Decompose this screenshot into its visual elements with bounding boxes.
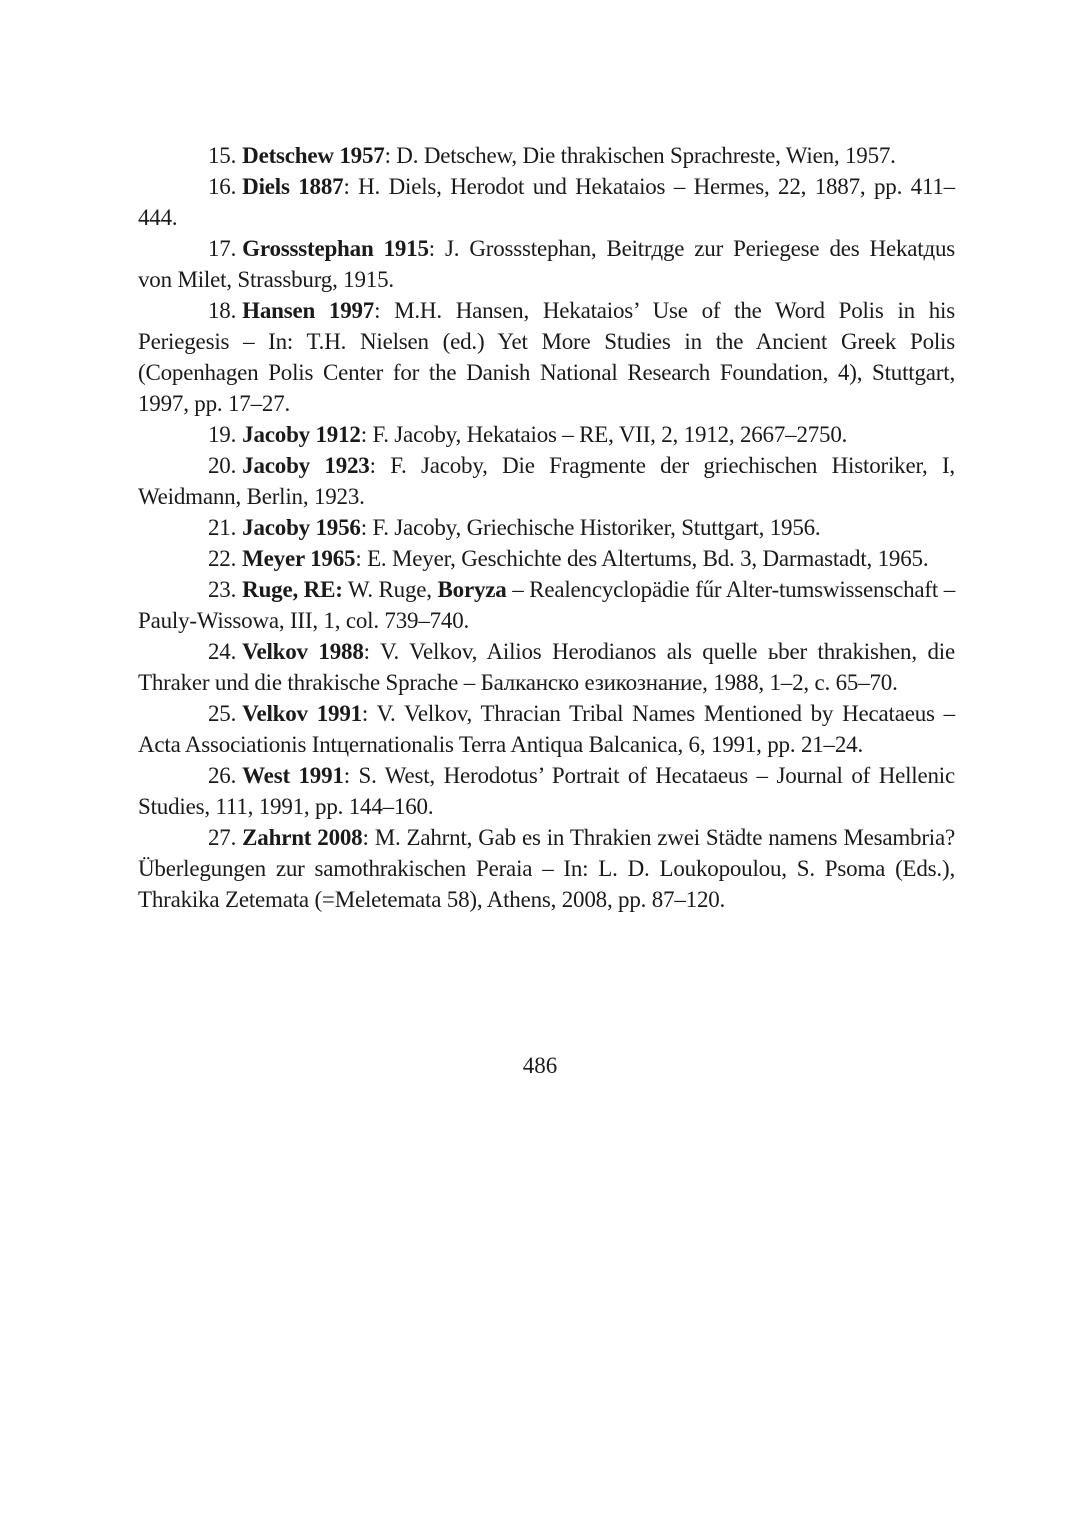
- page-number: 486: [522, 1053, 558, 1078]
- reference-key: Diels 1887: [242, 174, 344, 199]
- reference-number: 20.: [208, 453, 237, 478]
- reference-entry-22: [138, 543, 955, 574]
- reference-entry-20: [138, 450, 955, 512]
- reference-text: : F. Jacoby, Die Fragmente der griechischen Historiker, I, Weidmann, Berlin, 1923.: [138, 453, 955, 509]
- reference-key: Ruge, RE:: [242, 577, 343, 602]
- reference-text: : M.H. Hansen, Hekataios’ Use of the Word Polis in his Periegesis – In: T.H. Nielsen (ed.) Yet More Studies in the Ancient Greek Polis (Copenhagen Polis Center for the Danish National Research Foundation, 4), Stuttgart, 1997, pp. 17–27.: [138, 298, 955, 416]
- reference-key: Hansen 1997: [242, 298, 375, 323]
- reference-number: 18.: [208, 298, 237, 323]
- reference-key: Zahrnt 2008: [242, 825, 363, 850]
- reference-number: 23.: [208, 577, 237, 602]
- reference-text: : E. Meyer, Geschichte des Altertums, Bd. 3, Darmastadt, 1965.: [355, 546, 929, 571]
- reference-number: 19.: [208, 422, 237, 447]
- reference-number: 17.: [208, 236, 237, 261]
- reference-key: Jacoby 1923: [242, 453, 370, 478]
- reference-entry-21: [138, 512, 955, 543]
- reference-text: : D. Detschew, Die thrakischen Sprachreste, Wien, 1957.: [384, 143, 896, 168]
- reference-entry-15: [138, 140, 955, 171]
- bibliography-list: [138, 140, 955, 915]
- reference-number: 27.: [208, 825, 237, 850]
- reference-entry-27: [138, 822, 955, 915]
- reference-key: West 1991: [242, 763, 344, 788]
- reference-number: 21.: [208, 515, 237, 540]
- reference-key-secondary: Boryza: [437, 577, 507, 602]
- reference-key: Velkov 1991: [242, 701, 362, 726]
- reference-text: : V. Velkov, Thracian Tribal Names Mentioned by Hecataeus – Acta Associationis Intцernationalis Terra Antiqua Balcanica, 6, 1991, pp. 21–24.: [138, 701, 955, 757]
- reference-entry-23: [138, 574, 955, 636]
- reference-text: W. Ruge,: [342, 577, 438, 602]
- reference-text: : M. Zahrnt, Gab es in Thrakien zwei Städte namens Mesambria? Überlegungen zur samothrakischen Peraia – In: L. D. Loukopoulou, S. Psoma (Eds.), Thrakika Zetemata (=Meletemata 58), Athens, 2008, pp. 87–120.: [138, 825, 955, 912]
- reference-text: : J. Grossstephan, Beitrдge zur Periegese des Hekatдus von Milet, Strassburg, 1915.: [138, 236, 955, 292]
- reference-key: Grossstephan 1915: [242, 236, 429, 261]
- reference-number: 15.: [208, 143, 237, 168]
- reference-key: Jacoby 1956: [242, 515, 361, 540]
- reference-number: 24.: [208, 639, 237, 664]
- reference-text: : H. Diels, Herodot und Hekataios – Hermes, 22, 1887, pp. 411–444.: [138, 174, 955, 230]
- reference-number: 22.: [208, 546, 237, 571]
- reference-entry-18: [138, 295, 955, 419]
- reference-key: Meyer 1965: [242, 546, 356, 571]
- reference-key: Detschew 1957: [242, 143, 385, 168]
- reference-key: Jacoby 1912: [242, 422, 361, 447]
- reference-number: 25.: [208, 701, 237, 726]
- reference-key: Velkov 1988: [242, 639, 364, 664]
- reference-text: : S. West, Herodotus’ Portrait of Hecataeus – Journal of Hellenic Studies, 111, 1991, pp. 144–160.: [138, 763, 955, 819]
- reference-text: : F. Jacoby, Hekataios – RE, VII, 2, 1912, 2667–2750.: [360, 422, 848, 447]
- reference-number: 26.: [208, 763, 237, 788]
- reference-number: 16.: [208, 174, 237, 199]
- reference-text: : V. Velkov, Ailios Herodianos als quelle ьber thrakishen, die Thraker und die thrakische Sprache – Балканско езикознание, 1988, 1–2, c. 65–70.: [138, 639, 955, 695]
- reference-entry-19: [138, 419, 955, 450]
- reference-entry-25: [138, 698, 955, 760]
- reference-entry-17: [138, 233, 955, 295]
- reference-text-secondary: – Realencyclopädie fűr Alter-tumswissenschaft – Pauly-Wissowa, III, 1, col. 739–740.: [138, 577, 955, 633]
- reference-entry-24: [138, 636, 955, 698]
- reference-text: : F. Jacoby, Griechische Historiker, Stuttgart, 1956.: [360, 515, 821, 540]
- reference-entry-16: [138, 171, 955, 233]
- reference-entry-26: [138, 760, 955, 822]
